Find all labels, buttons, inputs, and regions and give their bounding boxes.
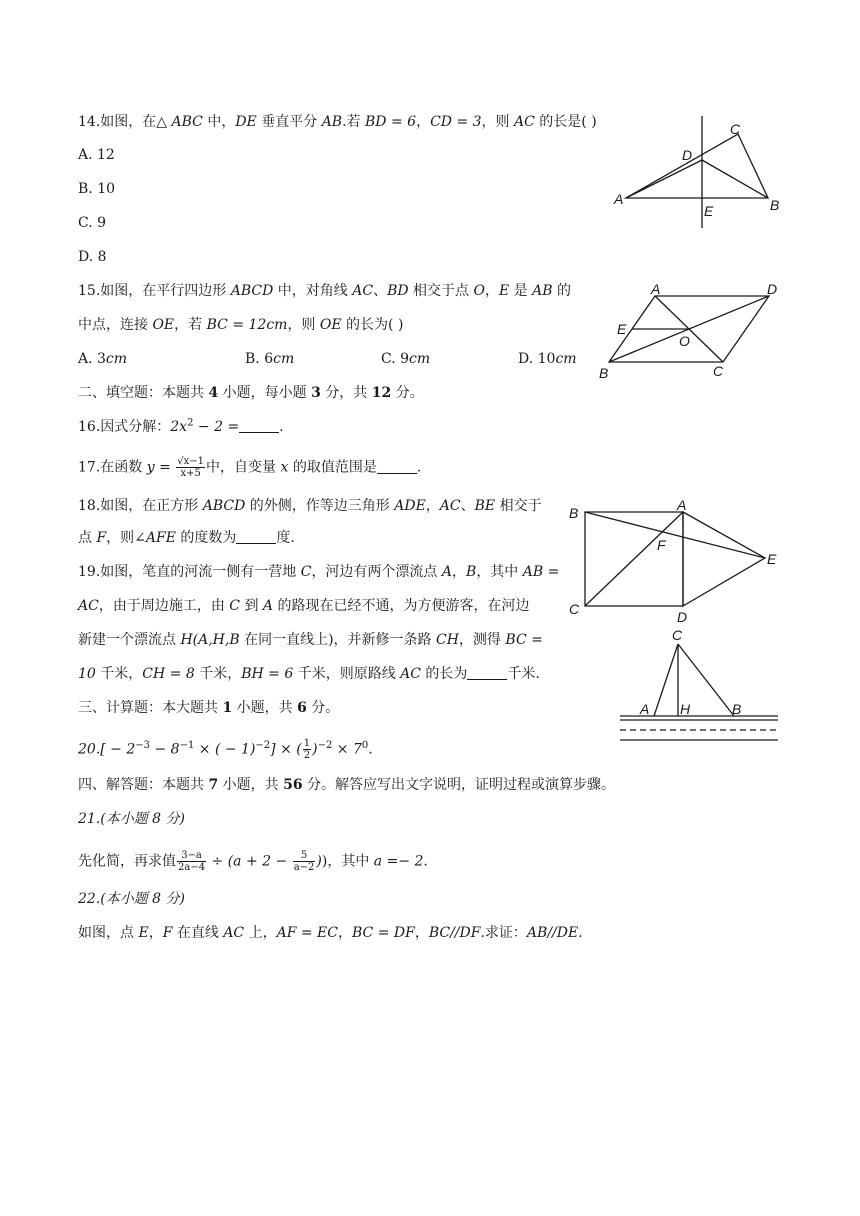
question-19-line4: 10 千米，CH = 8 千米，BH = 6 千米，则原路线 AC 的长为 千米.	[78, 666, 540, 682]
answer-blank[interactable]	[236, 529, 276, 544]
answer-blank[interactable]	[377, 459, 417, 474]
label-a: A	[651, 281, 661, 297]
q15-option-a: A. 3cm	[78, 351, 128, 367]
label-e: E	[617, 321, 627, 337]
segment-bd	[702, 160, 768, 198]
label-d: D	[677, 609, 688, 625]
question-20: $20.[ - 2^{-3} - 8^{-1}$ × ( − 1)$^{-2}$] × ( $\frac{1}{2}$ )$^{-2} \times 7^0$.	[78, 738, 373, 761]
q15-parallelogram-figure	[595, 282, 795, 382]
triangle-ade	[683, 512, 765, 606]
q15-option-d: D. 10cm	[518, 351, 577, 367]
question-18-line2: 点 F，则∠AFE 的度数为 度.	[78, 530, 295, 546]
q19-river-figure	[618, 628, 783, 748]
question-16: 16.因式分解：$2x^2 - 2$ = .	[78, 417, 284, 435]
q14-option-d: D. 8	[78, 249, 107, 265]
fraction: $\frac{1}{2}$	[303, 738, 311, 761]
question-22-heading: 22.(本小题 8 分)	[78, 891, 185, 907]
question-19-line2: AC，由于周边施工，由 C 到 A 的路现在已经不通，为方便游客，在河边	[78, 598, 530, 614]
label-a: A	[614, 191, 624, 207]
section-3-heading: 三、计算题：本大题共 1 小题，共 6 分。	[78, 700, 340, 716]
label-c: C	[713, 363, 724, 379]
q14-option-b: B. 10	[78, 181, 116, 197]
q15-option-c: C. 9cm	[381, 351, 431, 367]
label-c: C	[730, 121, 741, 137]
label-b: B	[569, 505, 579, 521]
label-h: H	[680, 701, 691, 717]
fraction: $\frac{√x-1}{x+5}$	[177, 456, 205, 479]
question-14-stem: 14.如图，在△ ABC 中，DE 垂直平分 AB.若 BD = 6，CD = 3，则 AC 的长是( )	[78, 114, 597, 130]
label-c: C	[569, 601, 580, 617]
section-4-heading: 四、解答题：本题共 7 小题，共 56 分。解答应写出文字说明，证明过程或演算步骤。	[78, 777, 616, 793]
question-15-stem-line1: 15.如图，在平行四边形 ABCD 中，对角线 AC、BD 相交于点 O，E 是 AB 的	[78, 283, 571, 299]
q14-triangle-figure	[610, 112, 790, 232]
label-b: B	[732, 701, 742, 717]
label-b: B	[770, 197, 780, 213]
question-17: 17.在函数 y = $\frac{√x-1}{x+5}$ 中，自变量 x 的取值范围是 .	[78, 456, 422, 479]
question-22-body: 如图，点 E，F 在直线 AC 上，AF = EC，BC = DF，BC//DF.求证：AB//DE.	[78, 925, 583, 941]
q18-square-triangle-figure	[565, 498, 785, 628]
question-15-stem-line2: 中点，连接 OE，若 BC = 12cm，则 OE 的长为( )	[78, 317, 404, 333]
label-e: E	[767, 551, 777, 567]
label-o: O	[679, 333, 690, 349]
section-2-heading: 二、填空题：本题共 4 小题，每小题 3 分，共 12 分。	[78, 385, 424, 401]
question-19-line1: 19.如图，笔直的河流一侧有一营地 C，河边有两个漂流点 A，B，其中 AB =	[78, 564, 560, 580]
question-18-line1: 18.如图，在正方形 ABCD 的外侧，作等边三角形 ADE，AC、BE 相交于	[78, 498, 542, 514]
label-a: A	[640, 701, 650, 717]
label-a: A	[677, 497, 687, 513]
label-d: D	[682, 147, 693, 163]
label-f: F	[657, 537, 666, 553]
question-21-heading: 21.(本小题 8 分)	[78, 811, 185, 827]
q14-option-c: C. 9	[78, 215, 107, 231]
segment-ad	[626, 160, 702, 198]
answer-blank[interactable]	[467, 665, 507, 680]
q15-option-b: B. 6cm	[245, 351, 295, 367]
diagonal-ac	[585, 512, 683, 606]
label-b: B	[599, 365, 609, 381]
label-e: E	[704, 203, 714, 219]
triangle-abc	[626, 134, 768, 198]
question-19-line3: 新建一个漂流点 H(A,H,B 在同一直线上)，并新修一条路 CH，测得 BC =	[78, 632, 543, 648]
label-c: C	[672, 627, 683, 643]
fraction: $\frac{3-a}{2a-4}$	[178, 850, 206, 873]
answer-blank[interactable]	[239, 418, 279, 433]
fraction: $\frac{5}{a-2}$	[293, 850, 315, 873]
q14-option-a: A. 12	[78, 147, 115, 163]
segment-ca	[654, 644, 678, 716]
question-21-body: 先化简，再求值 $\frac{3-a}{2a-4}$ ÷ (a + 2 − $\frac{5}{a-2}$ ))，其中 a =− 2.	[78, 850, 428, 873]
label-d: D	[767, 281, 778, 297]
